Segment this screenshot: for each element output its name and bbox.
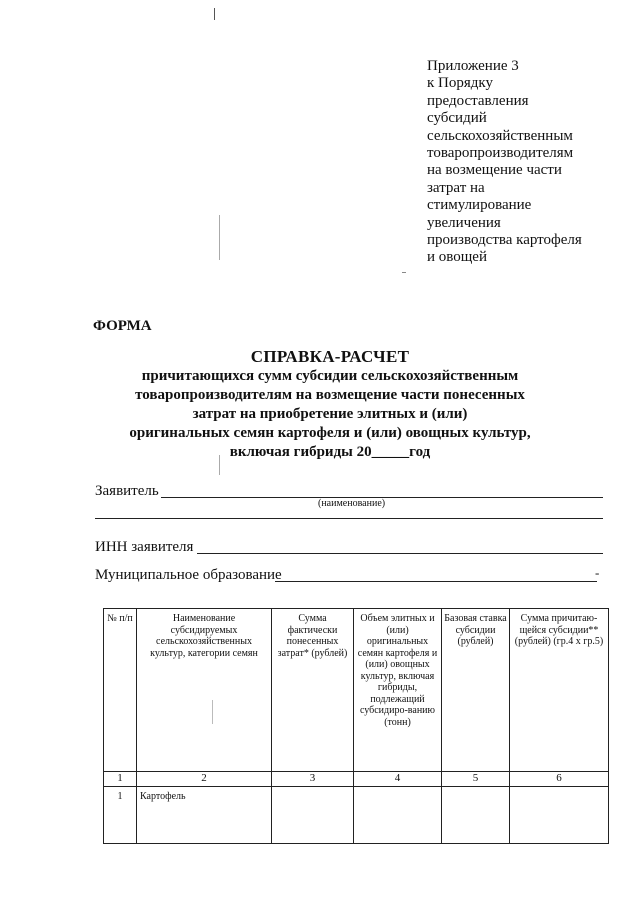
applicant-extra-line[interactable] [95, 518, 603, 519]
appendix-line: стимулирование [427, 197, 532, 214]
column-number-row [104, 772, 609, 787]
municipality-tail: - [595, 565, 600, 580]
header-cell-costs: Сумма фактически понесенных затрат* (рублей) [272, 609, 354, 772]
table-header-row [104, 609, 609, 772]
scan-speck [402, 272, 406, 273]
inn-field[interactable] [95, 539, 193, 556]
row-crop-name: Картофель [137, 787, 272, 844]
appendix-line: сельскохозяйственным [427, 127, 573, 144]
appendix-line: увеличения [427, 214, 501, 231]
scan-speck [219, 215, 220, 260]
header-cell-volume: Объем элитных и (или) оригинальных семян картофеля и (или) овощных культур, включая гибриды, подлежащий субсидиро-ванию (тонн) [354, 609, 442, 772]
document-title: СПРАВКА-РАСЧЕТ [250, 347, 410, 366]
appendix-line: к Порядку [427, 75, 493, 92]
heading-line: включая гибриды 20_____год [229, 444, 431, 460]
row-number: 1 [104, 787, 137, 844]
applicant-label: Заявитель [95, 483, 159, 499]
header-cell-rate: Базовая ставка субсидии (рублей) [442, 609, 510, 772]
row-volume-cell[interactable] [354, 787, 442, 844]
applicant-caption: (наименование) [318, 498, 386, 509]
appendix-line: на возмещение части [427, 162, 562, 179]
appendix-line: субсидий [427, 110, 487, 127]
document-heading [100, 347, 560, 462]
form-label: ФОРМА [93, 318, 152, 334]
appendix-line: предоставления [427, 92, 529, 109]
column-number: 6 [510, 772, 609, 787]
appendix-line: и овощей [427, 249, 487, 266]
heading-line: товаропроизводителям на возмещение части понесенных [135, 387, 525, 403]
appendix-line: товаропроизводителям [427, 145, 574, 162]
appendix-line: Приложение 3 [427, 58, 519, 74]
scan-speck [214, 8, 215, 20]
header-cell-crop: Наименование субсидируемых сельскохозяйственных культур, категории семян [137, 609, 272, 772]
scan-speck [212, 700, 213, 724]
municipality-label: Муниципальное образование [95, 567, 282, 583]
appendix-line: затрат на [427, 179, 485, 196]
inn-line[interactable] [197, 553, 603, 554]
header-cell-subsidy: Сумма причитаю-щейся субсидии** (рублей) (гр.4 х гр.5) [510, 609, 609, 772]
column-number: 5 [442, 772, 510, 787]
inn-label: ИНН заявителя [95, 539, 194, 555]
heading-line: затрат на приобретение элитных и (или) [192, 406, 468, 422]
appendix-note [427, 58, 627, 267]
column-number: 2 [137, 772, 272, 787]
appendix-line: производства картофеля [427, 232, 582, 249]
applicant-field[interactable] [95, 483, 159, 500]
municipality-field[interactable] [95, 567, 282, 584]
municipality-line[interactable] [275, 581, 597, 582]
column-number: 3 [272, 772, 354, 787]
table-row [104, 787, 609, 844]
heading-line: причитающихся сумм субсидии сельскохозяйственным [141, 368, 519, 384]
row-subsidy-cell[interactable] [510, 787, 609, 844]
column-number: 1 [104, 772, 137, 787]
row-costs-cell[interactable] [272, 787, 354, 844]
header-cell-number: № п/п [104, 609, 137, 772]
heading-line: оригинальных семян картофеля и (или) овощных культур, [129, 425, 531, 441]
row-rate-cell[interactable] [442, 787, 510, 844]
subsidy-table [103, 608, 609, 844]
column-number: 4 [354, 772, 442, 787]
scan-speck [219, 455, 220, 475]
